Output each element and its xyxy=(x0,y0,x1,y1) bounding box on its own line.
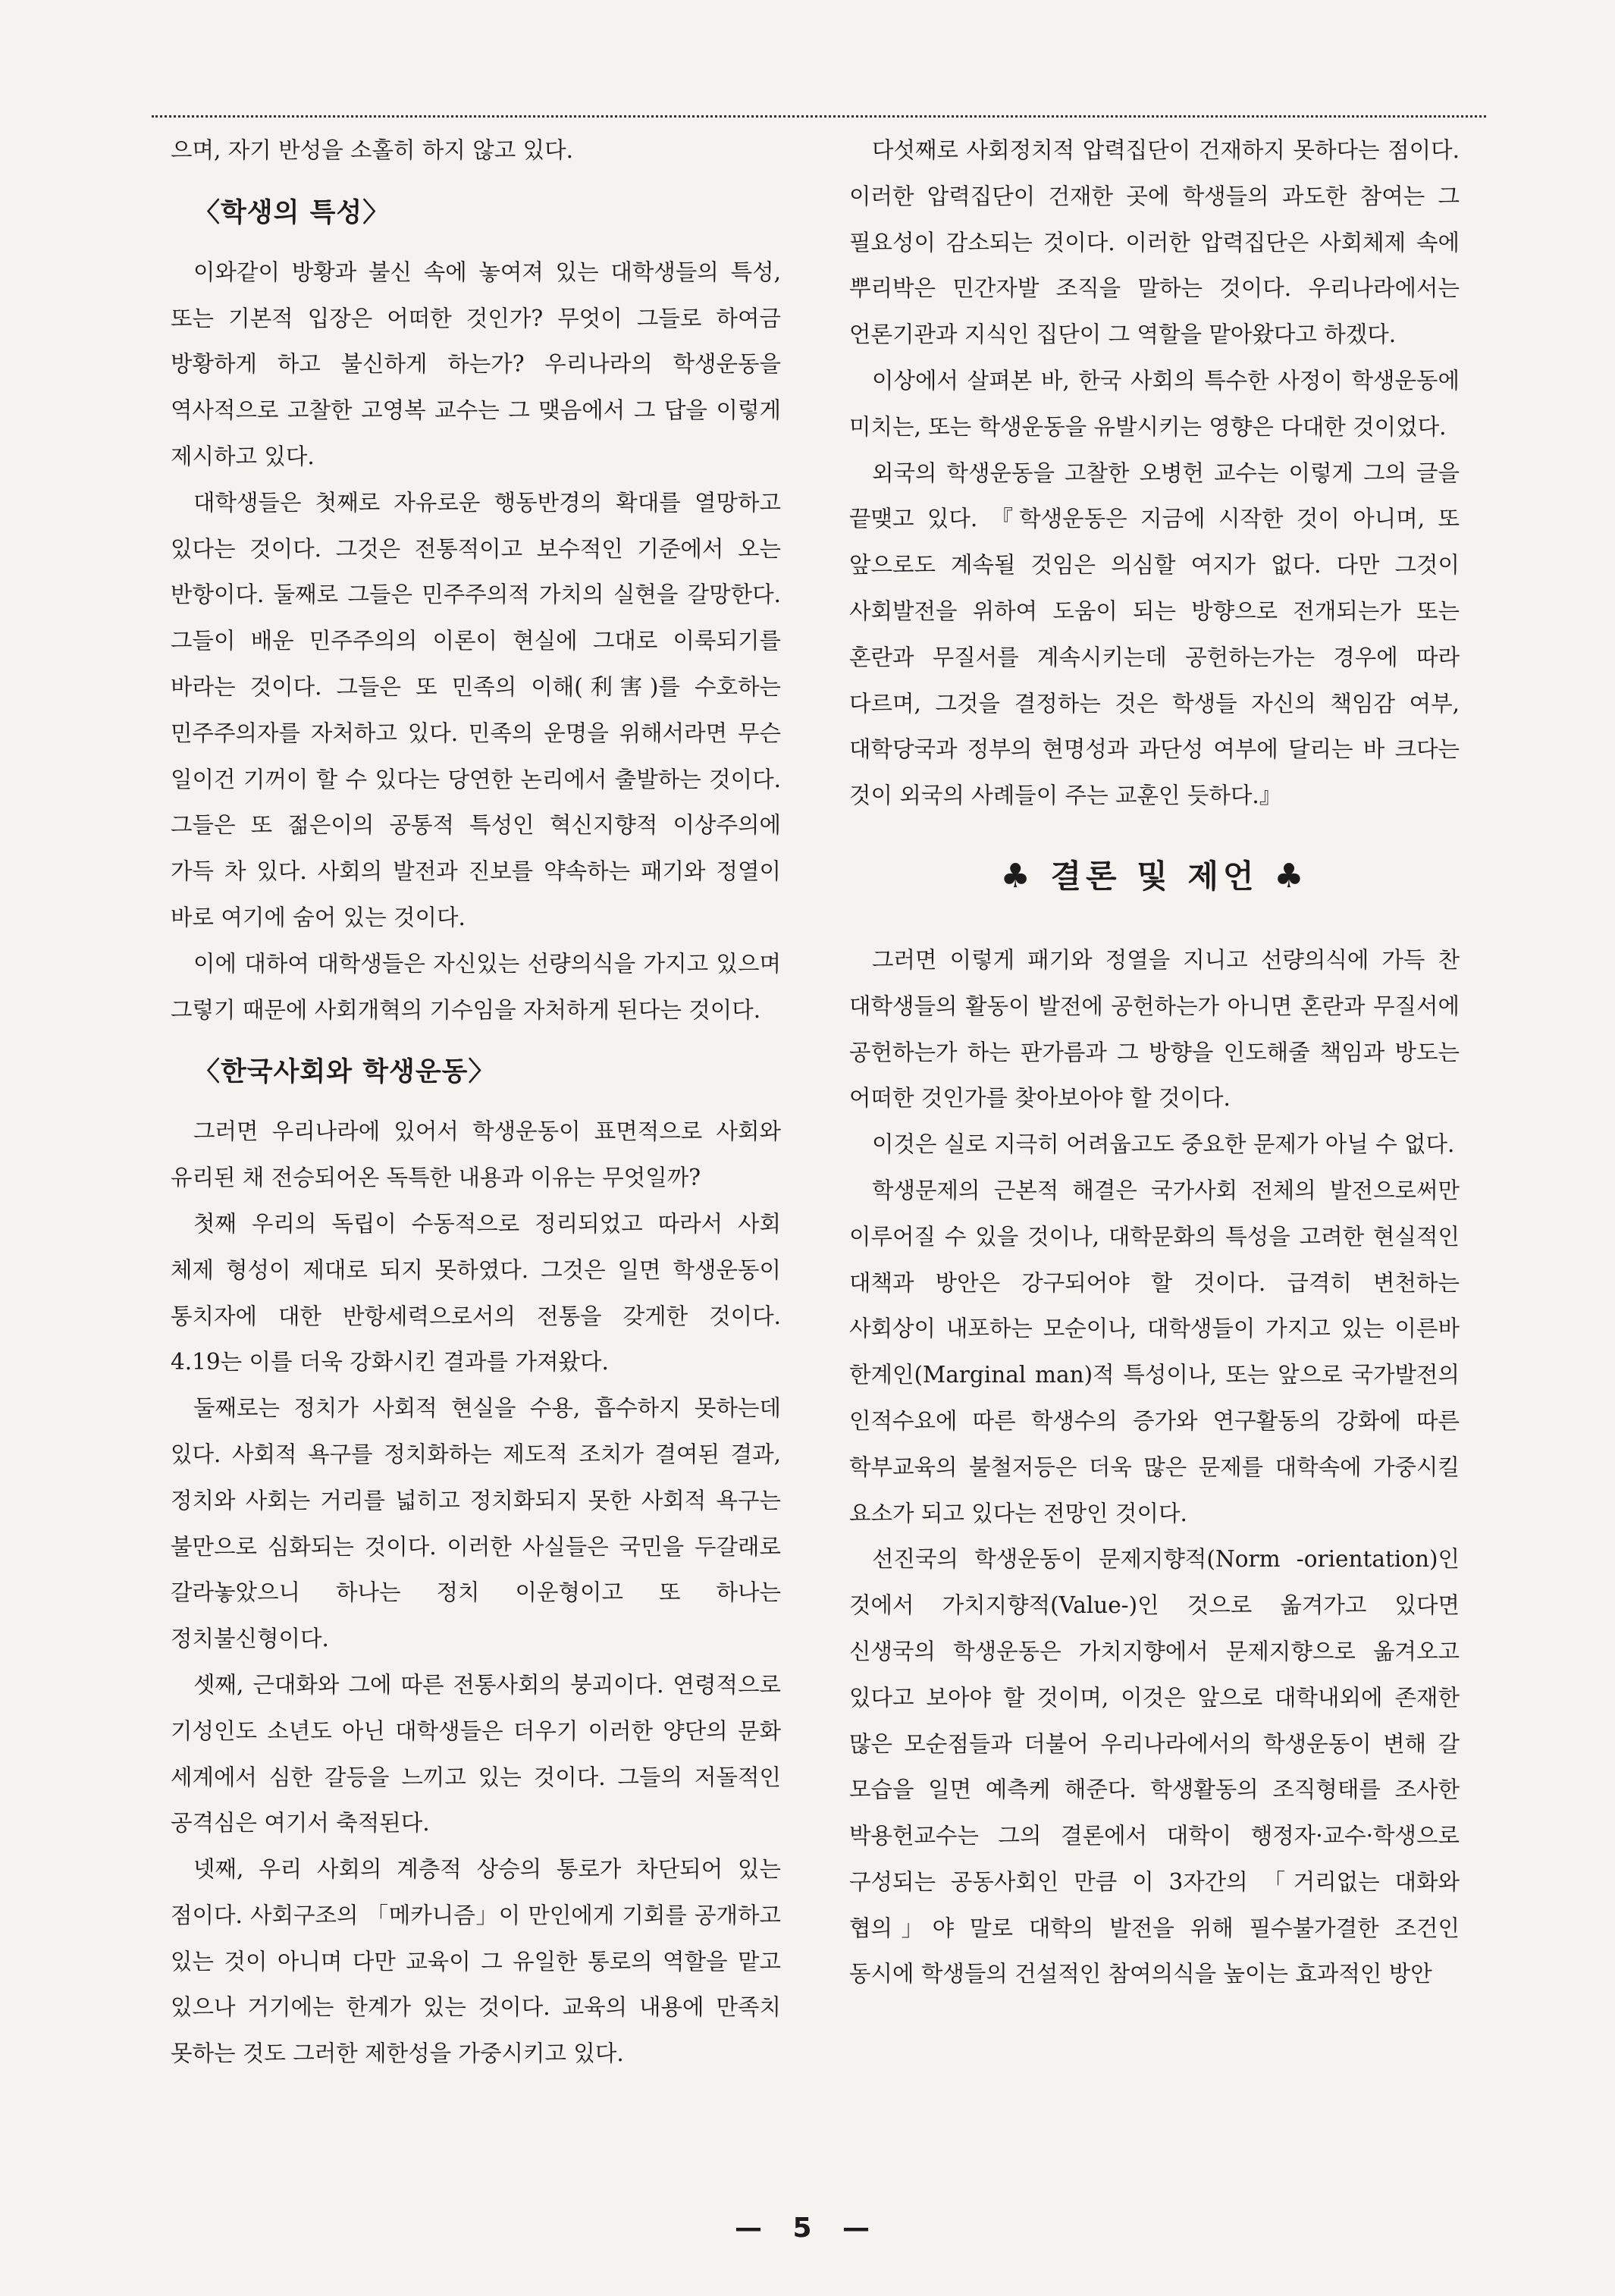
paragraph: 그러면 우리나라에 있어서 학생운동이 표면적으로 사회와 유리된 채 전승되어온 독특한 내용과 이유는 무엇일까? xyxy=(171,1118,781,1191)
paragraph: 이에 대하여 대학생들은 자신있는 선량의식을 가지고 있으며 그렇기 때문에 사회개혁의 기수임을 자처하게 된다는 것이다. xyxy=(171,950,781,1023)
paragraph: 다섯째로 사회정치적 압력집단이 건재하지 못하다는 점이다. 이러한 압력집단이 건재한 곳에 학생들의 과도한 참여는 그 필요성이 감소되는 것이다. 이러한 압력집단은 사회체제 속에 뿌리박은 민간자발 조직을 말하는 것이다. 우리나라에서는 언론기관과 지식인 집단이 그 역할을 맡아왔다고 하겠다. xyxy=(849,137,1460,348)
paragraph: 선진국의 학생운동이 문제지향적(Norm -orientation)인 것에서 가치지향적(Value-)인 것으로 옮겨가고 있다면 신생국의 학생운동은 가치지향에서 문제지향으로 옮겨오고 있다고 보아야 할 것이며, 이것은 앞으로 대학내외에 존재한 많은 모순점들과 더불어 우리나라에서의 학생운동이 변해 갈 모습을 일면 예측케 해준다. 학생활동의 조직형태를 조사한 박용헌교수는 그의 결론에서 대학이 행정자·교수·학생으로 구성되는 공동사회인 만큼 이 3자간의 「거리없는 대화와 협의」야 말로 대학의 발전을 위해 필수불가결한 조건인 동시에 학생들의 건설적인 참여의식을 높이는 효과적인 방안 xyxy=(849,1546,1460,1987)
section-heading-conclusion xyxy=(849,854,1460,899)
paragraph: 학생문제의 근본적 해결은 국가사회 전체의 발전으로써만 이루어질 수 있을 것이나, 대학문화의 특성을 고려한 현실적인 대책과 방안은 강구되어야 할 것이다. 급격히 변천하는 사회상이 내포하는 모순이나, 대학생들이 가지고 있는 이른바 한계인(Marginal man)적 특성이나, 또는 앞으로 국가발전의 인적수요에 따른 학생수의 증가와 연구활동의 강화에 따른 학부교육의 불철저등은 더욱 많은 문제를 대학속에 가중시킬 요소가 되고 있다는 전망인 것이다. xyxy=(849,1177,1460,1526)
paragraph: 넷째, 우리 사회의 계층적 상승의 통로가 차단되어 있는 점이다. 사회구조의 「메카니즘」이 만인에게 기회를 공개하고 있는 것이 아니며 다만 교육이 그 유일한 통로의 역할을 맡고 있으나 거기에는 한계가 있는 것이다. 교육의 내용에 만족치 못하는 것도 그러한 제한성을 가중시키고 있다. xyxy=(171,1856,781,2067)
paragraph: 셋째, 근대화와 그에 따른 전통사회의 붕괴이다. 연령적으로 기성인도 소년도 아닌 대학생들은 더우기 이러한 양단의 문화 세계에서 심한 갈등을 느끼고 있는 것이다. 그들의 저돌적인 공격심은 여기서 축적된다. xyxy=(171,1671,781,1836)
paragraph: 으며, 자기 반성을 소홀히 하지 않고 있다. xyxy=(171,137,573,163)
paragraph: 이상에서 살펴본 바, 한국 사회의 특수한 사정이 학생운동에 미치는, 또는 학생운동을 유발시키는 영향은 다대한 것이었다. xyxy=(849,367,1460,440)
club-suit-icon: ♣ xyxy=(1000,856,1035,896)
paragraph: 그러면 이렇게 패기와 정열을 지니고 선량의식에 가득 찬 대학생들의 활동이 발전에 공헌하는가 아니면 혼란과 무질서에 공헌하는가 하는 판가름과 그 방향을 인도해줄 책임과 방도는 어떠한 것인가를 찾아보아야 할 것이다. xyxy=(849,946,1460,1112)
page-number: — 5 — xyxy=(734,2213,881,2244)
paragraph: 외국의 학생운동을 고찰한 오병헌 교수는 이렇게 그의 글을 끝맺고 있다. 『학생운동은 지금에 시작한 것이 아니며, 또 앞으로도 계속될 것임은 의심할 여지가 없다. 다만 그것이 사회발전을 위하여 도움이 되는 방향으로 전개되는가 또는 혼란과 무질서를 계속시키는데 공헌하는가는 경우에 따라 다르며, 그것을 결정하는 것은 학생들 자신의 책임감 여부, 대학당국과 정부의 현명성과 과단성 여부에 달리는 바 크다는 것이 외국의 사례들이 주는 교훈인 듯하다.』 xyxy=(849,460,1460,809)
paragraph: 둘째로는 정치가 사회적 현실을 수용, 흡수하지 못하는데 있다. 사회적 욕구를 정치화하는 제도적 조치가 결여된 결과, 정치와 사회는 거리를 넓히고 정치화되지 못한 사회적 욕구는 불만으로 심화되는 것이다. 이러한 사실들은 국민을 두갈래로 갈라놓았으니 하나는 정치 이운형이고 또 하나는 정치불신형이다. xyxy=(171,1395,781,1652)
paragraph: 첫째 우리의 독립이 수동적으로 정리되었고 따라서 사회 체제 형성이 제대로 되지 못하였다. 그것은 일면 학생운동이 통치자에 대한 반항세력으로서의 전통을 갖게한 것이다. 4.19는 이를 더욱 강화시킨 결과를 가져왔다. xyxy=(171,1210,781,1375)
right-column xyxy=(849,127,1460,1997)
top-dotted-rule xyxy=(152,115,1486,120)
paragraph: 이것은 실로 지극히 어려웁고도 중요한 문제가 아닐 수 없다. xyxy=(872,1131,1455,1158)
section-heading-student-traits: 〈학생의 특성〉 xyxy=(193,197,390,228)
section-heading-conclusion-text: 결론 및 제언 xyxy=(1050,857,1259,895)
left-column xyxy=(171,127,781,2077)
section-heading-korean-society: 〈한국사회와 학생운동〉 xyxy=(193,1057,496,1088)
club-suit-icon: ♣ xyxy=(1274,856,1309,896)
paragraph: 대학생들은 첫째로 자유로운 행동반경의 확대를 열망하고 있다는 것이다. 그것은 전통적이고 보수적인 기준에서 오는 반항이다. 둘째로 그들은 민주주의적 가치의 실현을 갈망한다. 그들이 배운 민주주의의 이론이 현실에 그대로 이룩되기를 바라는 것이다. 그들은 또 민족의 이해(利害)를 수호하는 민주주의자를 자처하고 있다. 민족의 운명을 위해서라면 무슨 일이건 기꺼이 할 수 있다는 당연한 논리에서 출발하는 것이다. 그들은 또 젊은이의 공통적 특성인 혁신지향적 이상주의에 가득 차 있다. 사회의 발전과 진보를 약속하는 패기와 정열이 바로 여기에 숨어 있는 것이다. xyxy=(171,489,781,930)
paragraph: 이와같이 방황과 불신 속에 놓여져 있는 대학생들의 특성, 또는 기본적 입장은 어떠한 것인가? 무엇이 그들로 하여금 방황하게 하고 불신하게 하는가? 우리나라의 학생운동을 역사적으로 고찰한 고영복 교수는 그 맺음에서 그 답을 이렇게 제시하고 있다. xyxy=(171,259,781,469)
